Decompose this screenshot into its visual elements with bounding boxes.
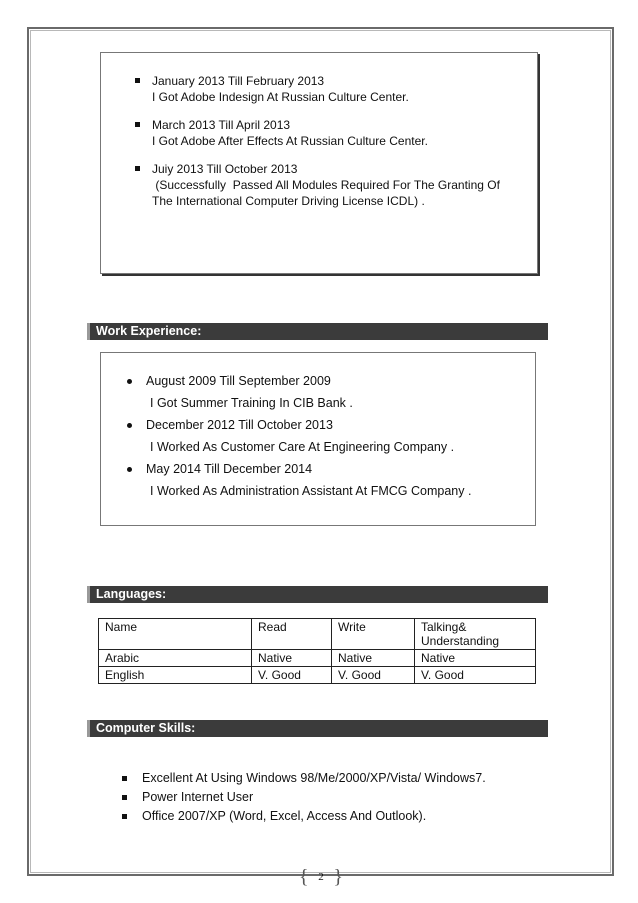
- course-item: [135, 161, 530, 209]
- table-header-row: [99, 619, 536, 650]
- skill-item: [122, 788, 542, 807]
- work-item: [127, 458, 527, 502]
- courses-box: [100, 52, 538, 274]
- skill-item: [122, 807, 542, 826]
- square-bullet-icon: [122, 776, 127, 781]
- languages-heading: [87, 586, 548, 603]
- table-cell: Native: [252, 650, 332, 667]
- right-brace-icon: }: [333, 866, 343, 888]
- table-header-cell: Read: [252, 619, 332, 650]
- course-detail: (Successfully Passed All Modules Required For The Granting Of: [152, 178, 500, 192]
- square-bullet-icon: [122, 814, 127, 819]
- course-period: January 2013 Till February 2013: [152, 74, 325, 88]
- course-item: [135, 73, 530, 105]
- work-period: August 2009 Till September 2009: [146, 374, 331, 388]
- header-line: Talking&: [421, 620, 467, 634]
- course-period: Juiy 2013 Till October 2013: [152, 162, 298, 176]
- table-cell: V. Good: [252, 667, 332, 684]
- section-title: Languages:: [96, 587, 167, 601]
- table-cell: English: [99, 667, 252, 684]
- work-experience-heading: [87, 323, 548, 340]
- skill-text: Excellent At Using Windows 98/Me/2000/XP/Vista/ Windows7.: [142, 771, 486, 785]
- computer-skills-list: [122, 769, 542, 826]
- computer-skills-heading: [87, 720, 548, 737]
- work-item: [127, 370, 527, 414]
- courses-list: [135, 73, 530, 209]
- table-cell: Native: [332, 650, 415, 667]
- table-cell: V. Good: [415, 667, 536, 684]
- square-bullet-icon: [135, 166, 140, 171]
- course-period: March 2013 Till April 2013: [152, 118, 291, 132]
- work-period: December 2012 Till October 2013: [146, 418, 333, 432]
- course-detail: The International Computer Driving License ICDL) .: [152, 194, 425, 208]
- square-bullet-icon: [135, 122, 140, 127]
- table-row: [99, 667, 536, 684]
- table-cell: Native: [415, 650, 536, 667]
- work-experience-box: [100, 352, 536, 526]
- work-detail: I Worked As Administration Assistant At FMCG Company .: [150, 484, 472, 498]
- page-number-text: 2: [318, 871, 324, 883]
- skill-text: Office 2007/XP (Word, Excel, Access And Outlook).: [142, 809, 427, 823]
- table-header-cell: Write: [332, 619, 415, 650]
- table-header-cell: Name: [99, 619, 252, 650]
- work-detail: I Got Summer Training In CIB Bank .: [150, 396, 353, 410]
- square-bullet-icon: [122, 795, 127, 800]
- languages-table: [98, 618, 536, 684]
- square-bullet-icon: [135, 78, 140, 83]
- table-row: [99, 650, 536, 667]
- dot-bullet-icon: [127, 423, 132, 428]
- course-detail: I Got Adobe After Effects At Russian Culture Center.: [152, 134, 428, 148]
- skill-item: [122, 769, 542, 788]
- section-title: Computer Skills:: [96, 721, 196, 735]
- course-detail: I Got Adobe Indesign At Russian Culture Center.: [152, 90, 409, 104]
- work-detail: I Worked As Customer Care At Engineering Company .: [150, 440, 455, 454]
- table-cell: V. Good: [332, 667, 415, 684]
- section-title: Work Experience:: [96, 324, 202, 338]
- work-item: [127, 414, 527, 458]
- course-item: [135, 117, 530, 149]
- table-cell: Arabic: [99, 650, 252, 667]
- work-period: May 2014 Till December 2014: [146, 462, 313, 476]
- header-line: Understanding: [421, 634, 500, 648]
- dot-bullet-icon: [127, 379, 132, 384]
- skill-text: Power Internet User: [142, 790, 254, 804]
- work-experience-list: [127, 370, 527, 502]
- dot-bullet-icon: [127, 467, 132, 472]
- page-number: [299, 866, 343, 888]
- left-brace-icon: {: [299, 866, 309, 888]
- table-header-cell: [415, 619, 536, 650]
